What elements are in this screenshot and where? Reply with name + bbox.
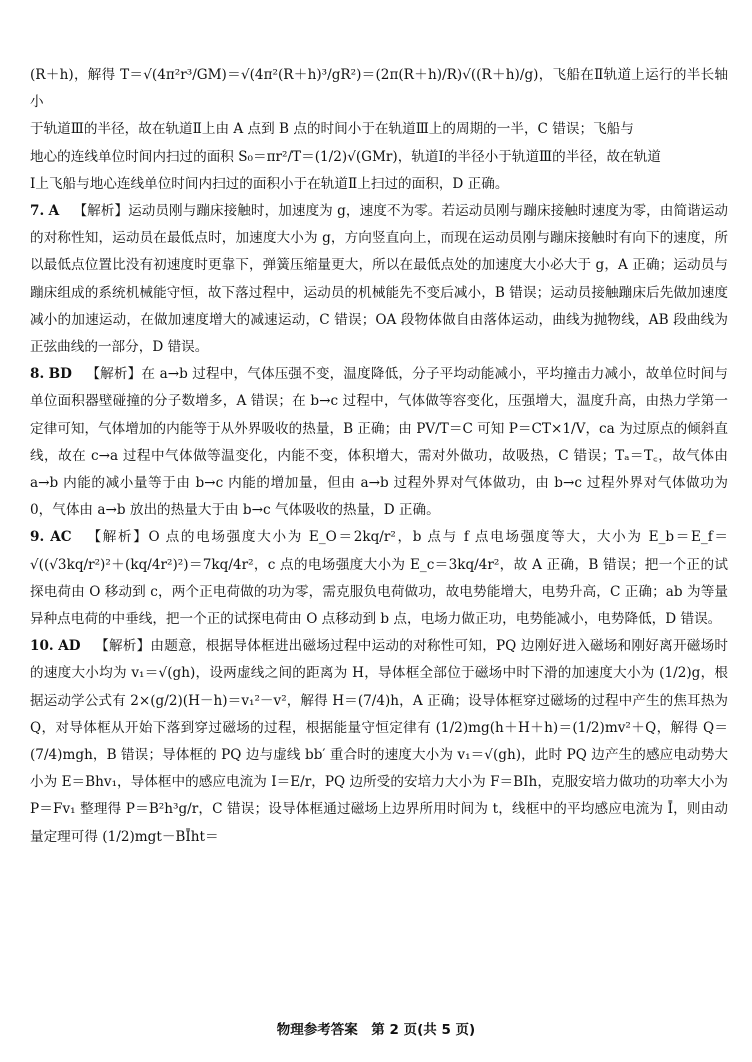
question-8 xyxy=(30,361,728,524)
answer-key: BD xyxy=(48,366,72,383)
answer-key: AC xyxy=(50,529,72,546)
continuation-paragraph xyxy=(30,62,728,198)
continuation-line-2: 于轨道Ⅲ的半径，故在轨道Ⅱ上由 A 点到 B 点的时间小于在轨道Ⅲ上的周期的一半，C 错误；飞船与 xyxy=(30,121,634,138)
question-9 xyxy=(30,524,728,633)
answer-key: A xyxy=(48,203,60,220)
question-number: 7. xyxy=(30,203,45,220)
explanation-text: 【解析】运动员刚与蹦床接触时，加速度为 g，速度不为零。若运动员刚与蹦床接触时速度为零，由简谐运动的对称性知，运动员在最低点时，加速度大小为 g，方向竖直向上，而现在运动员刚与蹦床接触时有向下的速度，所以最低点位置比没有初速度时更靠下，弹簧压缩量更大，所以在最低点处的加速度大小必大于 g，A 正确；运动员与蹦床组成的系统机械能守恒，故下落过程中，运动员的机械能先不变后减小，B 错误；运动员接触蹦床后先做加速度减小的加速运动，在做加速度增大的减速运动，C 错误；OA 段物体做自由落体运动，曲线为抛物线，AB 段曲线为正弦曲线的一部分，D 错误。 xyxy=(30,203,728,356)
explanation-text: 【解析】O 点的电场强度大小为 E_O＝2kq/r²，b 点与 f 点电场强度等大，大小为 E_b＝E_f＝√((√3kq/r²)²＋(kq/4r²)²)＝7kq/4r²，c 点的电场强度大小为 E_c＝3kq/4r²，故 A 正确，B 错误；把一个正的试探电荷由 O 移动到 c，两个正电荷做的功为零，需克服负电荷做功，故电势能增大，电势升高，C 正确；ab 为等量异种点电荷的中垂线，把一个正的试探电荷由 O 点移动到 b 点，电场力做正功，电势能减小，电势降低，D 错误。 xyxy=(30,529,728,628)
answer-key: AD xyxy=(58,638,81,655)
question-number: 10. xyxy=(30,638,54,655)
question-7 xyxy=(30,198,728,361)
question-number: 9. xyxy=(30,529,45,546)
explanation-text: 【解析】由题意，根据导体框进出磁场过程中运动的对称性可知，PQ 边刚好进入磁场和刚好离开磁场时的速度大小均为 v₁＝√(gh)，设两虚线之间的距离为 H，导体框全部位于磁场中时下滑的加速度大小为 (1/2)g，根据运动学公式有 2×(g/2)(H－h)＝v₁²－v²，解得 H＝(7/4)h，A 正确；设导体框穿过磁场的过程中产生的焦耳热为 Q，对导体框从开始下落到穿过磁场的过程，根据能量守恒定律有 (1/2)mg(h＋H＋h)＝(1/2)mv²＋Q，解得 Q＝(7/4)mgh，B 错误；导体框的 PQ 边与虚线 bb′ 重合时的速度大小为 v₁＝√(gh)，此时 PQ 边产生的感应电动势大小为 E＝Bhv₁，导体框中的感应电流为 I＝E/r，PQ 边所受的安培力大小为 F＝BIh，克服安培力做功的功率大小为 P＝Fv₁ 整理得 P＝B²h³g/r，C 错误；设导体框通过磁场上边界所用时间为 t，线框中的平均感应电流为 Ī，则由动量定理可得 (1/2)mgt－BĪht＝ xyxy=(30,638,729,845)
answer-page xyxy=(30,62,728,851)
continuation-line-1: (R＋h)，解得 T＝√(4π²r³/GM)＝√(4π²(R＋h)³/gR²)＝(2π(R＋h)/R)√((R＋h)/g)，飞船在Ⅱ轨道上运行的半长轴小 xyxy=(30,67,728,111)
question-10 xyxy=(30,633,728,851)
explanation-text: 【解析】在 a→b 过程中，气体压强不变，温度降低，分子平均动能减小，平均撞击力减小，故单位时间与单位面积器壁碰撞的分子数增多，A 错误；在 b→c 过程中，气体做等容变化，压强增大，温度升高，由热力学第一定律可知，气体增加的内能等于从外界吸收的热量，B 正确；由 PV/T＝C 可知 P＝CT×1/V，ca 为过原点的倾斜直线，故在 c→a 过程中气体做等温变化，内能不变，体积增大，需对外做功，故吸热，C 错误；Tₐ＝T꜀，故气体由 a→b 内能的减小量等于由 b→c 内能的增加量，但由 a→b 过程外界对气体做功，由 b→c 过程外界对气体做功为 0，气体由 a→b 放出的热量大于由 b→c 气体吸收的热量，D 正确。 xyxy=(30,366,728,519)
question-number: 8. xyxy=(30,366,45,383)
continuation-line-4: Ⅰ上飞船与地心连线单位时间内扫过的面积小于在轨道Ⅱ上扫过的面积，D 正确。 xyxy=(30,175,509,192)
page-footer: 物理参考答案 第 2 页(共 5 页) xyxy=(276,1022,476,1038)
continuation-line-3: 地心的连线单位时间内扫过的面积 S₀＝πr²/T＝(1/2)√(GMr)，轨道Ⅰ的半径小于轨道Ⅲ的半径，故在轨道 xyxy=(30,148,661,165)
